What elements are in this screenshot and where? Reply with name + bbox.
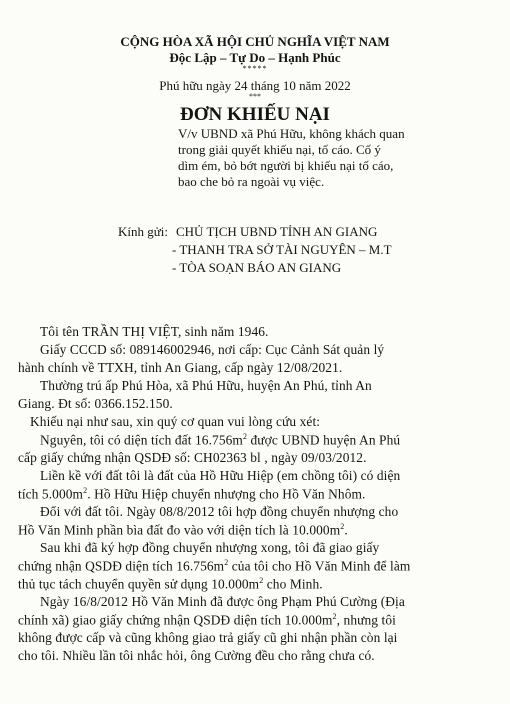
body-line: Liền kề với đất tôi là đất của Hồ Hữu Hiệp (em chồng tôi) có diện [40,468,401,483]
subject-line: dìm ém, bỏ bớt người bị khiếu nại tố cáo, [178,158,394,173]
body-line: Thường trú ấp Phú Hòa, xã Phú Hữu, huyện An Phú, tỉnh An [40,378,372,393]
body-line: cấp giấy chứng nhận QSDĐ số: CH02363 bl , ngày 09/03/2012. [18,450,367,465]
body-line: Tôi tên TRẦN THỊ VIỆT, sinh năm 1946. [40,324,269,339]
body-line: hành chính về TTXH, tỉnh An Giang, cấp ngày 12/08/2021. [18,360,343,375]
body-line: tích $5.000m^2$. Hồ Hữu Hiệp chuyển nhượng cho Hồ Văn Nhôm. [18,486,366,502]
body-line: thủ tục tách chuyển quyền sử dụng $10.000m^2$ cho Minh. [18,576,323,592]
body-line: chính xã) giao giấy chứng nhận QSDĐ diện tích $10.000m^2$, nhưng tôi [18,612,396,628]
body-line: Giấy CCCD số: 089146002946, nơi cấp: Cục Cảnh Sát quản lý [40,342,385,357]
body-line: Đổi với đất tôi. Ngày 08/8/2012 tôi hợp đồng chuyển nhượng cho [40,504,399,519]
body-line: không được cấp và cũng không giao trả giấy cũ ghi nhận phần còn lại [18,630,398,645]
subject-line: V/v UBND xã Phú Hữu, không khách quan [178,126,405,141]
body-line: Ngày 16/8/2012 Hồ Văn Minh đã được ông Phạm Phú Cường (Địa [40,594,405,609]
body-line: Hồ Văn Minh phần bìa đất đo vào với diện tích là $10.000m^2$. [18,522,348,538]
document-title: ĐƠN KHIẾU NẠI [180,104,330,125]
body-line: chứng nhận QSDĐ diện tích $16.756m^2$ của tôi cho Hồ Văn Minh để làm [18,558,411,574]
nation-heading: CỘNG HÒA XÃ HỘI CHỦ NGHĨA VIỆT NAM [120,34,390,49]
motto: Độc Lập – Tự Do – Hạnh Phúc [169,50,341,65]
recipient-item: - TÒA SOẠN BÁO AN GIANG [172,260,342,275]
recipients-label: Kính gửi: [118,224,169,239]
recipient-item: - THANH TRA SỞ TÀI NGUYÊN – M.T [172,242,392,257]
body-line: Khiếu nại như sau, xin quý cơ quan vui lòng cứu xét: [30,414,321,429]
decorative-stars-2: *** [249,92,261,101]
recipient-item: CHỦ TỊCH UBND TỈNH AN GIANG [176,224,378,239]
applicant-name: TRẦN THỊ VIỆT [82,324,178,339]
body-line: cho tôi. Nhiều lần tôi nhắc hỏi, ông Cường đều cho rằng chưa có. [18,648,375,663]
document-date: Phú hữu ngày 24 tháng 10 năm 2022 [159,78,351,93]
body-line: Sau khi đã ký hợp đồng chuyển nhượng xong, tôi đã giao giấy [40,540,380,555]
decorative-stars: ***** [242,64,268,73]
subject-line: bao che bỏ ra ngoài vụ việc. [178,174,325,189]
body-line: Nguyên, tôi có diện tích đất $16.756m^2$ được UBND huyện An Phú [40,432,401,448]
subject-line: trong giải quyết khiếu nại, tố cáo. Cố ý [178,142,381,157]
body-line: Giang. Đt số: 0366.152.150. [18,396,173,411]
